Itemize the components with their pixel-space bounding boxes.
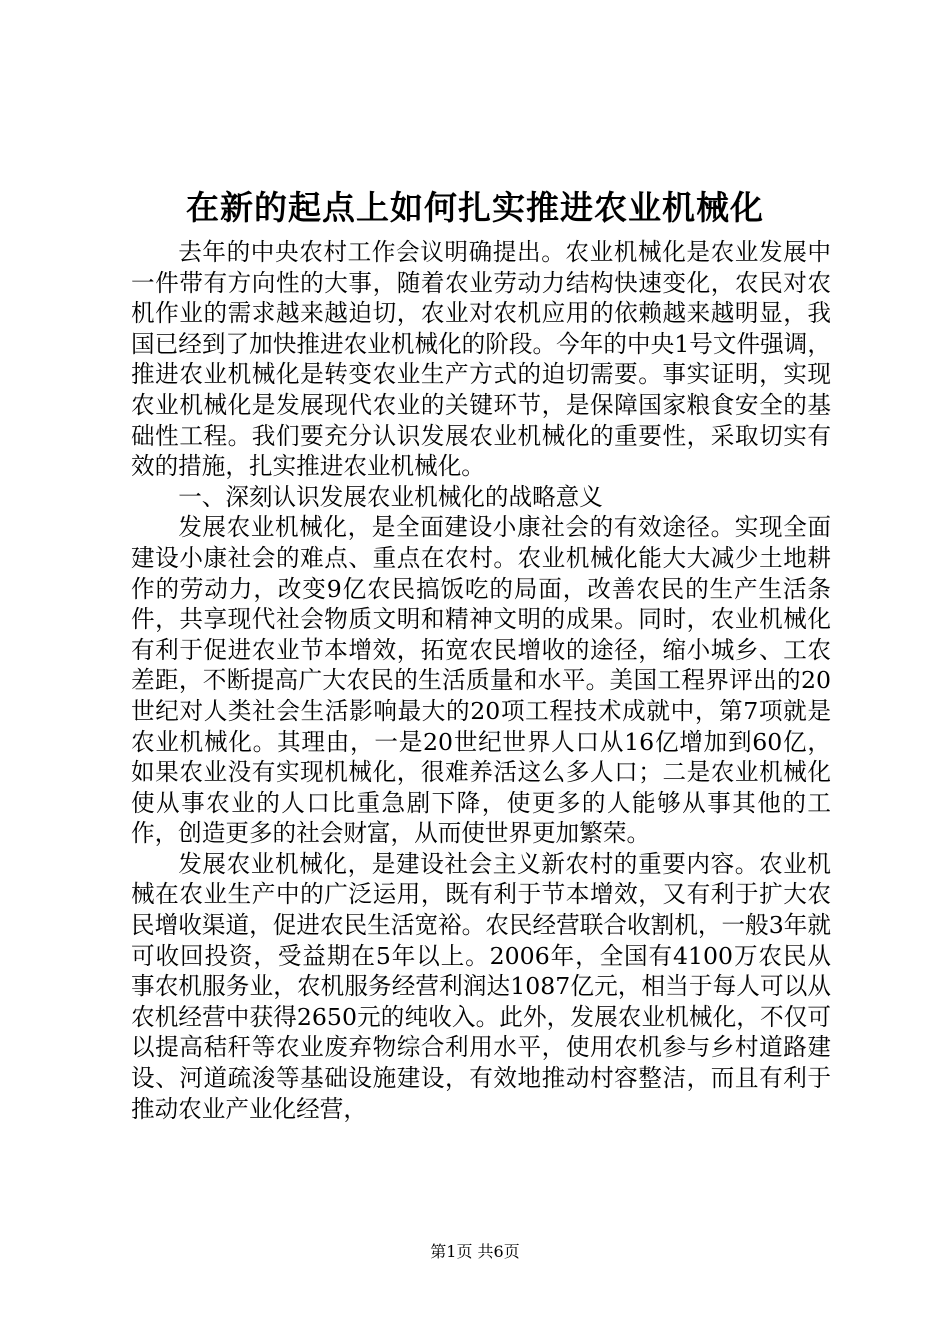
paragraph-intro: 去年的中央农村工作会议明确提出。农业机械化是农业发展中一件带有方向性的大事，随着农业劳动力结构快速变化，农民对农机作业的需求越来越迫切，农业对农机应用的依赖越来越明显，我国已经到了加快推进农业机械化的阶段。今年的中央1号文件强调，推进农业机械化是转变农业生产方式的迫切需要。事实证明，实现农业机械化是发展现代农业的关键环节，是保障国家粮食安全的基础性工程。我们要充分认识发展农业机械化的重要性，采取切实有效的措施，扎实推进农业机械化。: [131, 238, 831, 481]
page-number: 第1页 共6页: [430, 1242, 520, 1261]
document-title: 在新的起点上如何扎实推进农业机械化: [186, 188, 764, 227]
paragraph-xiaokang: 发展农业机械化，是全面建设小康社会的有效途径。实现全面建设小康社会的难点、重点在农村。农业机械化能大大减少土地耕作的劳动力，改变9亿农民搞饭吃的局面，改善农民的生产生活条件，共享现代社会物质文明和精神文明的成果。同时，农业机械化有利于促进农业节本增效，拓宽农民增收的途径，缩小城乡、工农差距，不断提高广大农民的生活质量和水平。美国工程界评出的20世纪对人类社会生活影响最大的20项工程技术成就中，第7项就是农业机械化。其理由，一是20世纪世界人口从16亿增加到60亿，如果农业没有实现机械化，很难养活这么多人口；二是农业机械化使从事农业的人口比重急剧下降，使更多的人能够从事其他的工作，创造更多的社会财富，从而使世界更加繁荣。: [131, 513, 831, 848]
section-heading: 一、深刻认识发展农业机械化的战略意义: [178, 482, 603, 511]
document-body: [131, 237, 831, 1124]
paragraph-new-countryside: 发展农业机械化，是建设社会主义新农村的重要内容。农业机械在农业生产中的广泛运用，既有利于节本增效，又有利于扩大农民增收渠道，促进农民生活宽裕。农民经营联合收割机，一般3年就可收回投资，受益期在5年以上。2006年，全国有4100万农民从事农机服务业，农机服务经营利润达1087亿元，相当于每人可以从农机经营中获得2650元的纯收入。此外，发展农业机械化，不仅可以提高秸秆等农业废弃物综合利用水平，使用农机参与乡村道路建设、河道疏浚等基础设施建设，有效地推动村容整洁，而且有利于推动农业产业化经营，: [131, 849, 831, 1123]
